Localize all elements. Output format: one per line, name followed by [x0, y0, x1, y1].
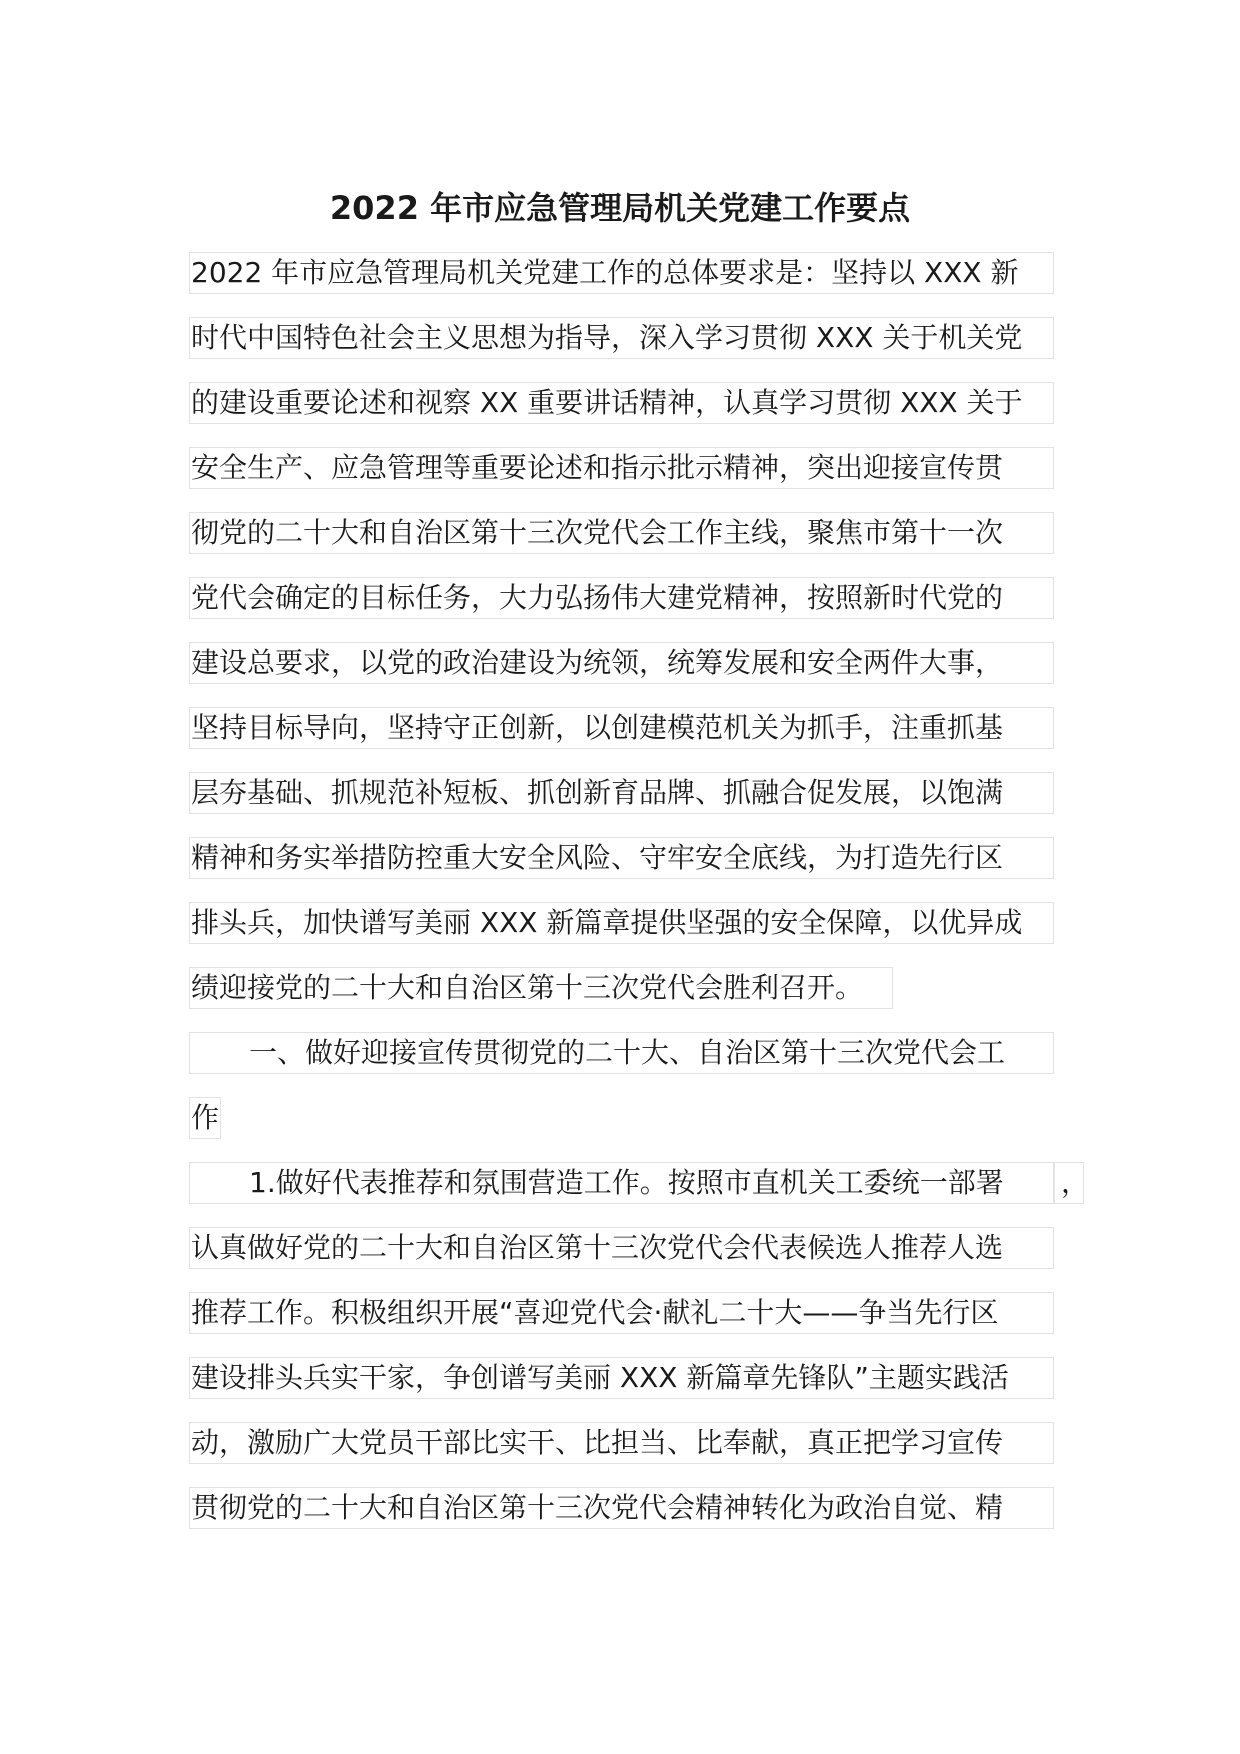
item-line-5: 贯彻党的二十大和自治区第十三次党代会精神转化为政治自觉、精: [189, 1487, 1054, 1529]
intro-line-3: 的建设重要论述和视察 XX 重要讲话精神，认真学习贯彻 XXX 关于: [189, 382, 1054, 424]
intro-line-10: 精神和务实举措防控重大安全风险、守牢安全底线，为打造先行区: [189, 837, 1054, 879]
intro-line-7: 建设总要求，以党的政治建设为统领，统筹发展和安全两件大事，: [189, 642, 1054, 684]
intro-line-4: 安全生产、应急管理等重要论述和指示批示精神，突出迎接宣传贯: [189, 447, 1054, 489]
item-heading-trailing-comma: ，: [1054, 1162, 1084, 1204]
intro-line-6: 党代会确定的目标任务，大力弘扬伟大建党精神，按照新时代党的: [189, 577, 1054, 619]
item-heading-line: [189, 1162, 1054, 1204]
item-line-4: 动，激励广大党员干部比实干、比担当、比奉献，真正把学习宣传: [189, 1422, 1054, 1464]
item-line-2: 推荐工作。积极组织开展“喜迎党代会·献礼二十大——争当先行区: [189, 1292, 1054, 1334]
intro-line-12: 绩迎接党的二十大和自治区第十三次党代会胜利召开。: [189, 967, 893, 1009]
intro-line-11: 排头兵，加快谱写美丽 XXX 新篇章提供坚强的安全保障，以优异成: [189, 902, 1054, 944]
intro-line-8: 坚持目标导向，坚持守正创新，以创建模范机关为抓手，注重抓基: [189, 707, 1054, 749]
section-heading-line-2: 作: [189, 1097, 221, 1139]
section-heading-text-1: 一、做好迎接宣传贯彻党的二十大、自治区第十三次党代会工: [249, 1036, 1006, 1069]
intro-line-5: 彻党的二十大和自治区第十三次党代会工作主线，聚焦市第十一次: [189, 512, 1054, 554]
intro-line-9: 层夯基础、抓规范补短板、抓创新育品牌、抓融合促发展，以饱满: [189, 772, 1054, 814]
intro-line-1: 2022 年市应急管理局机关党建工作的总体要求是：坚持以 XXX 新: [189, 252, 1054, 294]
section-heading-line-1: [189, 1032, 1054, 1074]
item-heading-text: 1.做好代表推荐和氛围营造工作。按照市直机关工委统一部署: [249, 1166, 1004, 1199]
item-line-1: 认真做好党的二十大和自治区第十三次党代会代表候选人推荐人选: [189, 1227, 1054, 1269]
item-line-3: 建设排头兵实干家，争创谱写美丽 XXX 新篇章先锋队”主题实践活: [189, 1357, 1054, 1399]
page-title: 2022 年市应急管理局机关党建工作要点: [329, 189, 911, 227]
intro-line-2: 时代中国特色社会主义思想为指导，深入学习贯彻 XXX 关于机关党: [189, 317, 1054, 359]
